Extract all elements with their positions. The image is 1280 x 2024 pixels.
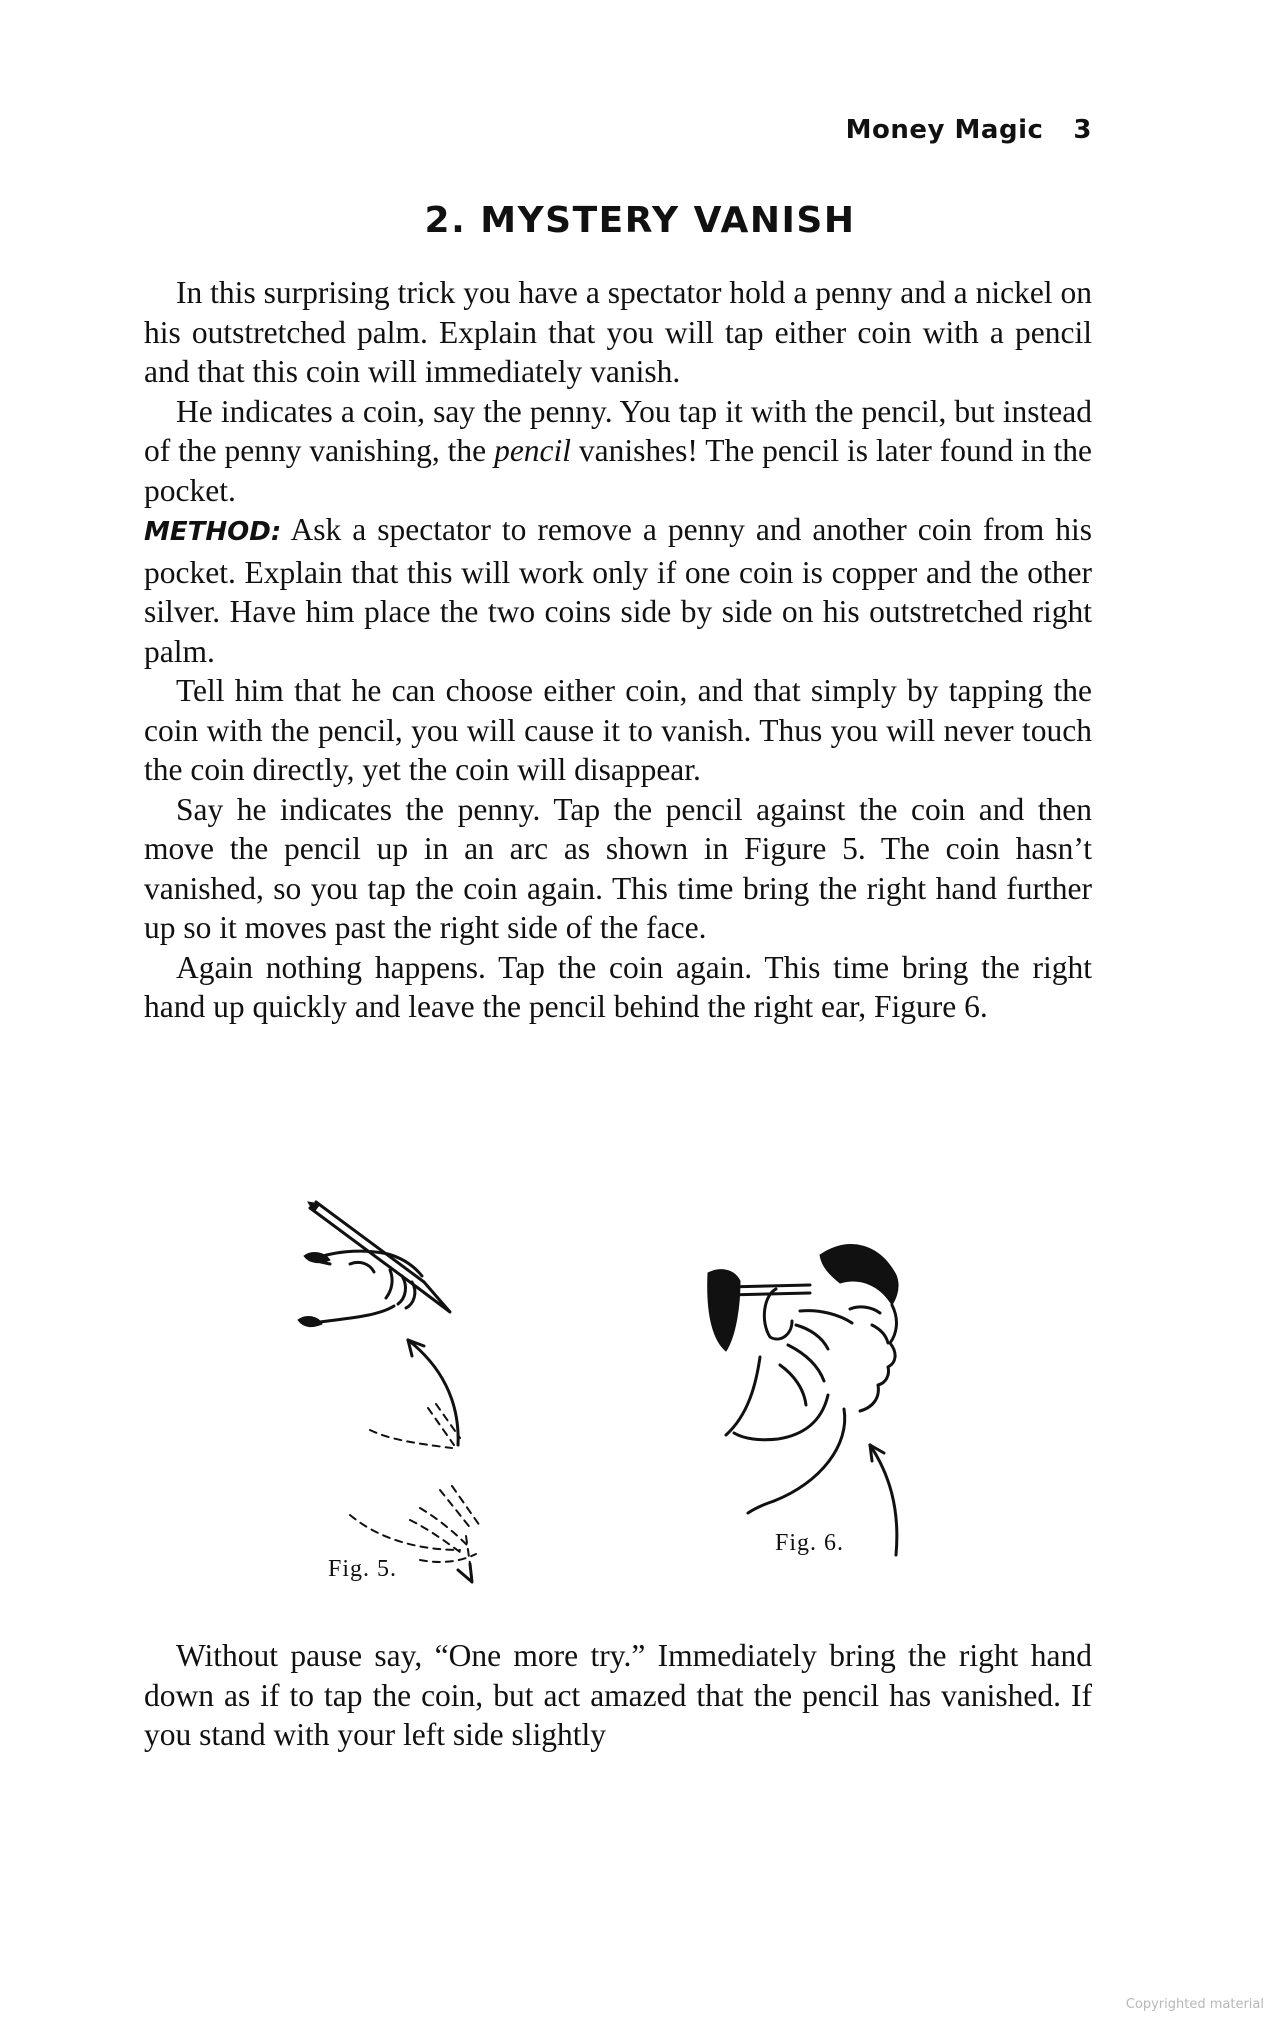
paragraph-one-more-try: Without pause say, “One more try.” Immediately bring the right hand down as if to tap the coin, but act amazed that the pencil has vanished. If you stand with your left side slightly — [144, 1638, 1092, 1752]
paragraph-behind-ear: Again nothing happens. Tap the coin again. This time bring the right hand up quickly and leave the pencil behind the right ear, Figure 6. — [144, 949, 1092, 1024]
running-title: Money Magic — [845, 115, 1044, 145]
page-number: 3 — [1073, 115, 1092, 145]
body-text-top — [144, 273, 1092, 1027]
chapter-title: 2. MYSTERY VANISH — [424, 200, 856, 241]
paragraph-effect-part-2: vanishes! The pencil is later found in the pocket. — [144, 433, 1093, 508]
body-text-bottom — [144, 1636, 1092, 1755]
figure-5-illustration — [290, 1190, 550, 1610]
method-label: METHOD: — [144, 517, 282, 547]
figure-5-caption: Fig. 5. — [328, 1556, 398, 1582]
hand-pencil-drawing — [290, 1190, 550, 1610]
paragraph-choose-coin: Tell him that he can choose either coin, and that simply by tapping the coin with the pencil, you will cause it to vanish. Thus you will never touch the coin directly, yet the coin will disappear. — [144, 673, 1092, 787]
paragraph-effect — [144, 392, 1092, 511]
paragraph-intro: In this surprising trick you have a spectator hold a penny and a nickel on his outstretched palm. Explain that you will tap either coin with a pencil and that this coin will immediately vanish. — [144, 275, 1092, 389]
figure-6-caption: Fig. 6. — [775, 1530, 845, 1556]
method-text: Ask a spectator to remove a penny and another coin from his pocket. Explain that this will work only if one coin is copper and the other silver. Have him place the two coins side by side on his outstretched right palm. — [144, 512, 1092, 669]
paragraph-effect-part-1: He indicates a coin, say the penny. You tap it with the pencil, but instead of the penny vanishing, the — [144, 393, 1092, 468]
copyright-watermark: Copyrighted material — [1125, 1997, 1264, 2012]
running-head — [846, 115, 1092, 145]
paragraph-method — [144, 510, 1092, 671]
paragraph-effect-italic: pencil — [494, 433, 572, 468]
paragraph-tap-arc: Say he indicates the penny. Tap the pencil against the coin and then move the pencil up in an arc as shown in Figure 5. The coin hasn’t vanished, so you tap the coin again. This time bring the right hand further up so it moves past the right side of the face. — [144, 791, 1092, 945]
